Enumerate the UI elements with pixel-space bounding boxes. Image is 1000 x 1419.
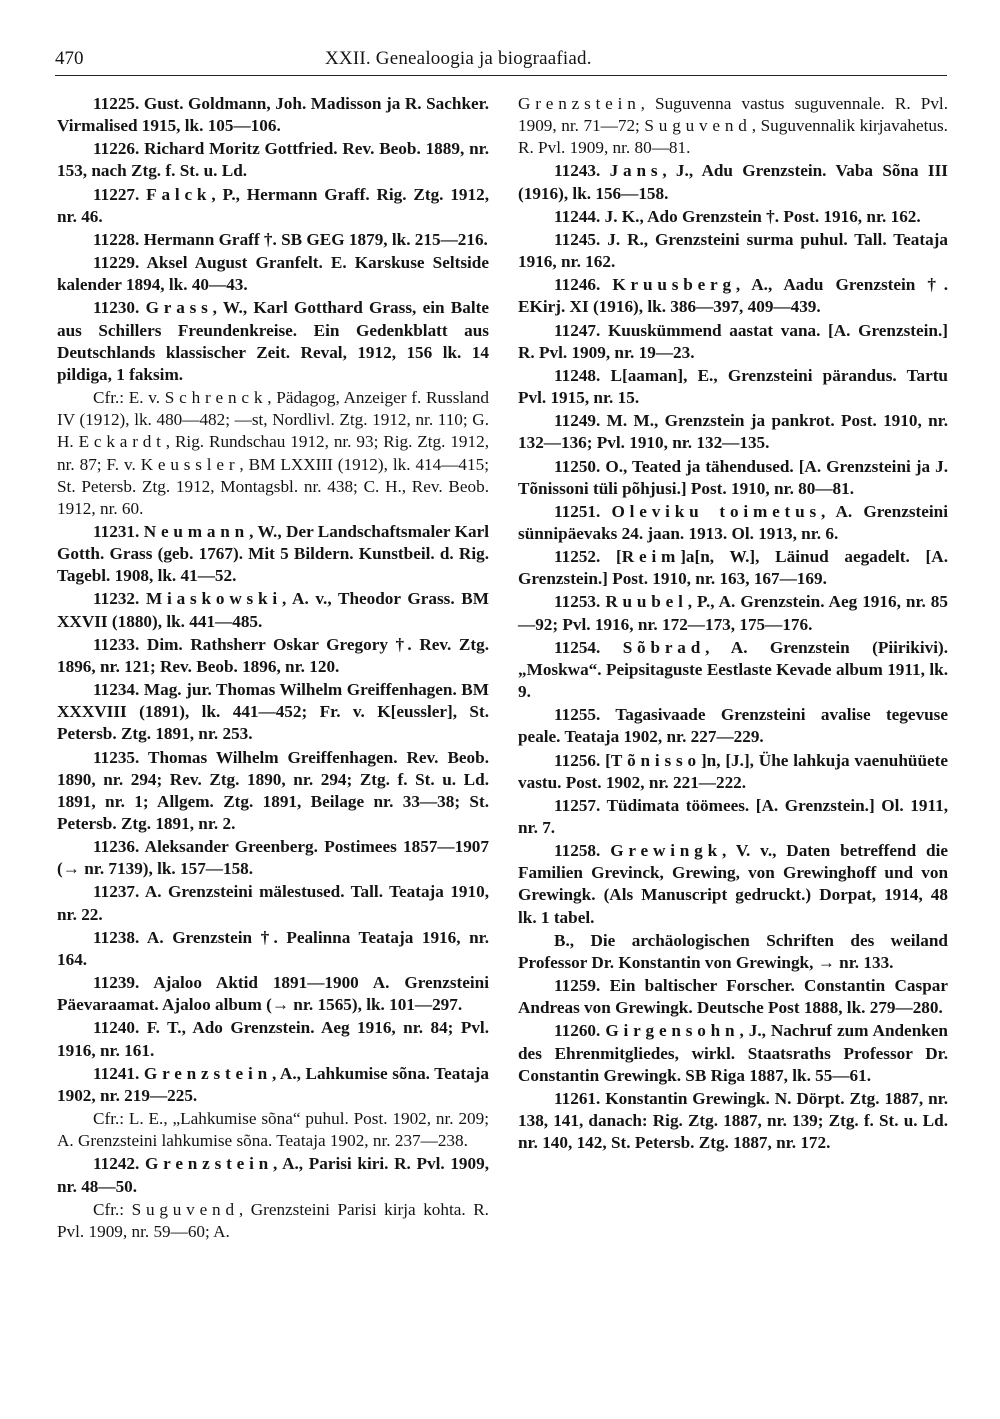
right-column: [518, 93, 948, 1155]
spaced-author-name: Neumann: [143, 521, 250, 541]
spaced-author-name: Keussler: [140, 454, 240, 474]
entry-text: 11254.: [554, 637, 623, 657]
bibliography-entry: [518, 320, 948, 364]
entry-text: , Pädagog, Anzeiger f. Russland IV (1912), lk. 480—482; —st, Nordlivl. Ztg. 1912, nr. 110; G. H.: [57, 388, 489, 452]
entry-text: 11228. Hermann Graff †. SB GEG 1879, lk. 215—216.: [93, 229, 488, 249]
bibliography-entry: [518, 930, 948, 974]
spaced-author-name: Schrenck: [164, 388, 268, 408]
entry-text: , J., Adu Grenzstein. Vaba Sõna III (1916), lk. 156—158.: [518, 161, 948, 203]
spaced-author-name: Sõbrad: [622, 637, 706, 657]
bibliography-entry: [57, 184, 489, 228]
entry-text: 11233. Dim. Rathsherr Oskar Gregory †. Rev. Ztg. 1896, nr. 121; Rev. Beob. 1896, nr. 120.: [57, 634, 489, 676]
entry-text: , J., Nachruf zum Andenken des Ehrenmitgliedes, wirkl. Staatsraths Professor Dr. Constantin Grewingk. SB Riga 1887, lk. 55—61.: [518, 1021, 948, 1085]
entry-text: 11230.: [93, 298, 146, 318]
entry-text: ]n, [J.], Ühe lahkuja vaenuhüüete vastu. Post. 1902, nr. 221—222.: [518, 750, 948, 792]
bibliography-entry: [518, 1020, 948, 1086]
spaced-author-name: Grenzstein: [143, 1063, 272, 1083]
entry-text: , Grenzsteini Parisi kirja kohta. R. Pvl. 1909, nr. 59—60; A.: [57, 1199, 489, 1241]
bibliography-entry: [518, 160, 948, 204]
entry-text: Cfr.: E. v.: [93, 388, 165, 408]
spaced-author-name: Grass: [145, 298, 213, 318]
bibliography-entry: [518, 206, 948, 228]
spaced-author-name: Reim: [621, 547, 681, 567]
bibliography-entry: [518, 410, 948, 454]
entry-text: , V. v., Daten betreffend die Familien Grevinck, Grewing, von Grewinghoff und von Grewingk. (Als Manuscript gedruckt.) Dorpat, 1914, 48 lk. 1 tabel.: [518, 841, 948, 927]
spaced-author-name: Falck: [146, 184, 212, 204]
entry-text: 11232.: [93, 589, 146, 609]
bibliography-entry: [518, 637, 948, 703]
entry-text: 11257. Tüdimata töömees. [A. Grenzstein.] Ol. 1911, nr. 7.: [518, 795, 948, 837]
bibliography-entry: [57, 1017, 489, 1061]
spaced-author-name: Grenzstein: [518, 94, 641, 113]
entry-text: , P., Hermann Graff. Rig. Ztg. 1912, nr. 46.: [57, 184, 489, 226]
bibliography-entry: [57, 588, 489, 632]
spaced-author-name: Tõnisso: [610, 750, 701, 770]
entry-text: 11252. [: [554, 547, 622, 567]
bibliography-entry: [57, 1063, 489, 1107]
entry-text: , W., Karl Gotthard Grass, ein Balte aus Schillers Freundenkreise. Ein Gedenkblatt aus Deutschlands klassischer Zeit. Reval, 1912, 156 lk. 14 pildiga, 1 faksim.: [57, 298, 489, 384]
entry-text: 11253.: [554, 592, 606, 612]
entry-text: 11234. Mag. jur. Thomas Wilhelm Greiffenhagen. BM XXXVIII (1891), lk. 441—452; Fr. v. K[eussler], St. Petersb. Ztg. 1891, nr. 253.: [57, 680, 489, 744]
header-rule: [55, 75, 947, 76]
entry-text: , A., Aadu Grenzstein †. EKirj. XI (1916), lk. 386—397, 409—439.: [518, 275, 948, 317]
entry-text: Cfr.: L. E., „Lahkumise sõna“ puhul. Post. 1902, nr. 209; A. Grenzsteini lahkumise sõna. Teataja 1902, nr. 237—238.: [57, 1109, 489, 1151]
bibliography-entry: [518, 750, 948, 794]
bibliography-entry: [518, 840, 948, 929]
bibliography-entry: [518, 1088, 948, 1154]
entry-text: 11227.: [93, 184, 147, 204]
spaced-author-name: Suguvend: [131, 1199, 239, 1219]
bibliography-entry: [518, 274, 948, 318]
entry-text: 11255. Tagasivaade Grenzsteini avalise tegevuse peale. Teataja 1902, nr. 227—229.: [518, 705, 948, 747]
bibliography-entry: [518, 456, 948, 500]
entry-text: 11248. L[aaman], E., Grenzsteini pärandus. Tartu Pvl. 1915, nr. 15.: [518, 365, 948, 408]
bibliography-entry: [518, 704, 948, 748]
page-number: 470: [55, 48, 84, 69]
bibliography-entry: [57, 297, 489, 386]
entry-text: , A. Grenzstein (Piirikivi). „Moskwa“. Peipsitaguste Eestlaste Kevade album 1911, lk. 9.: [518, 637, 948, 702]
spaced-author-name: Girgensohn: [605, 1021, 740, 1041]
cross-reference: [57, 387, 489, 520]
bibliography-entry: [57, 252, 489, 296]
bibliography-entry: [57, 634, 489, 678]
entry-text: , P., A. Grenzstein. Aeg 1916, nr. 85—92; Pvl. 1916, nr. 172—173, 175—176.: [518, 592, 948, 634]
bibliography-entry: [57, 927, 489, 971]
bibliography-entry: [57, 972, 489, 1016]
entry-text: 11245. J. R., Grenzsteini surma puhul. Tall. Teataja 1916, nr. 162.: [518, 229, 948, 272]
spaced-author-name: Eckardt: [78, 432, 166, 452]
entry-text: 11238. A. Grenzstein †. Pealinna Teataja 1916, nr. 164.: [57, 927, 489, 969]
entry-text: 11247. Kuuskümmend aastat vana. [A. Grenzstein.] R. Pvl. 1909, nr. 19—23.: [518, 320, 948, 362]
bibliography-entry: [518, 229, 948, 273]
entry-text: 11260.: [554, 1021, 606, 1041]
bibliography-entry: [57, 521, 489, 587]
entry-text: 11259. Ein baltischer Forscher. Constantin Caspar Andreas von Grewingk. Deutsche Post 1888, lk. 279—280.: [518, 976, 948, 1018]
entry-text: , Suguvennalik kirjavahetus. R. Pvl. 1909, nr. 80—81.: [518, 116, 948, 158]
cross-reference: [57, 1199, 489, 1243]
entry-text: Cfr.:: [93, 1199, 132, 1219]
entry-text: 11242.: [93, 1154, 145, 1174]
entry-text: , Rig. Rundschau 1912, nr. 93; Rig. Ztg. 1912, nr. 87; F. v.: [57, 432, 489, 474]
entry-text: 11236. Aleksander Greenberg. Postimees 1857—1907 (→ nr. 7139), lk. 157—158.: [57, 837, 489, 879]
running-title: XXII. Genealoogia ja biograafiad.: [325, 48, 592, 69]
entry-text: 11256. [: [554, 750, 611, 770]
spaced-author-name: Grenzstein: [145, 1154, 274, 1174]
entry-text: 11251.: [554, 501, 612, 521]
bibliography-entry: [57, 836, 489, 880]
entry-text: 11240. F. T., Ado Grenzstein. Aeg 1916, nr. 84; Pvl. 1916, nr. 161.: [57, 1018, 489, 1060]
entry-text: , BM LXXIII (1912), lk. 414—415; St. Petersb. Ztg. 1912, Montagsbl. nr. 438; C. H., Rev. Beob. 1912, nr. 60.: [57, 454, 489, 518]
entry-text: 11229. Aksel August Granfelt. E. Karskuse Seltside kalender 1894, lk. 40—43.: [57, 253, 489, 295]
cross-reference: [518, 93, 948, 159]
entry-text: , A. v., Theodor Grass. BM XXVII (1880), lk. 441—485.: [57, 589, 489, 631]
entry-text: , W., Der Landschaftsmaler Karl Gotth. Grass (geb. 1767). Mit 5 Bildern. Kunstbeil. d. Rig. Tagebl. 1908, lk. 41—52.: [57, 521, 489, 586]
entry-text: , A., Lahkumise sõna. Teataja 1902, nr. 219—225.: [57, 1063, 489, 1105]
entry-text: 11237. A. Grenzsteini mälestused. Tall. Teataja 1910, nr. 22.: [57, 882, 489, 924]
cross-reference: [57, 1108, 489, 1152]
bibliography-entry: [57, 1153, 489, 1197]
entry-text: 11231.: [93, 521, 144, 541]
entry-text: 11244. J. K., Ado Grenzstein †. Post. 1916, nr. 162.: [554, 206, 921, 226]
entry-text: 11225. Gust. Goldmann, Joh. Madisson ja R. Sachker. Virmalised 1915, lk. 105—106.: [57, 94, 489, 136]
bibliography-entry: [57, 747, 489, 836]
entry-text: , A., Parisi kiri. R. Pvl. 1909, nr. 48—50.: [57, 1154, 489, 1196]
bibliography-entry: [518, 591, 948, 635]
entry-text: 11241.: [93, 1063, 144, 1083]
spaced-author-name: Grewingk: [610, 841, 722, 861]
entry-text: B., Die archäologischen Schriften des weiland Professor Dr. Konstantin von Grewingk, → nr. 133.: [518, 930, 948, 972]
spaced-author-name: Ruubel: [605, 592, 688, 612]
entry-text: , A. Grenzsteini sünnipäevaks 24. jaan. 1913. Ol. 1913, nr. 6.: [518, 501, 948, 543]
entry-text: 11226. Richard Moritz Gottfried. Rev. Beob. 1889, nr. 153, nach Ztg. f. St. u. Ld.: [57, 139, 489, 181]
entry-text: 11261. Konstantin Grewingk. N. Dörpt. Ztg. 1887, nr. 138, 141, danach: Rig. Ztg. 1887, nr. 139; Ztg. f. St. u. Ld. nr. 140, 142, St. Petersb. Ztg. 1887, nr. 172.: [518, 1088, 948, 1153]
bibliography-entry: [57, 93, 489, 137]
bibliography-entry: [57, 229, 489, 251]
bibliography-entry: [518, 365, 948, 409]
spaced-author-name: Jans: [609, 161, 663, 181]
spaced-author-name: Miaskowski: [145, 589, 283, 609]
entry-text: 11243.: [554, 161, 610, 181]
bibliography-entry: [57, 138, 489, 182]
page-header: [55, 44, 947, 74]
entry-text: 11258.: [554, 841, 611, 861]
entry-text: 11249. M. M., Grenzstein ja pankrot. Post. 1910, nr. 132—136; Pvl. 1910, nr. 132—135.: [518, 411, 948, 453]
entry-text: 11235. Thomas Wilhelm Greiffenhagen. Rev. Beob. 1890, nr. 294; Rev. Ztg. 1890, nr. 294; Ztg. f. St. u. Ld. 1891, nr. 1; Allgem. Ztg. 1891, Beilage nr. 33—38; St. Petersb. Ztg. 1891, nr. 2.: [57, 747, 489, 833]
entry-text: 11250. O., Teated ja tähendused. [A. Grenzsteini ja J. Tõnissoni tüli põhjusi.] Post. 1910, nr. 80—81.: [518, 456, 948, 498]
spaced-author-name: Kruusberg: [612, 275, 736, 295]
bibliography-entry: [57, 881, 489, 925]
spaced-author-name: Oleviku toimetus: [611, 501, 821, 521]
entry-text: ]a[n, W.], Läinud aegadelt. [A. Grenzstein.] Post. 1910, nr. 163, 167—169.: [518, 547, 948, 589]
spaced-author-name: Suguvend: [644, 116, 752, 136]
entry-text: , Suguvenna vastus suguvennale. R. Pvl. 1909, nr. 71—72;: [518, 94, 948, 136]
bibliography-entry: [518, 546, 948, 590]
left-column: [57, 93, 489, 1244]
bibliography-entry: [518, 501, 948, 545]
entry-text: 11246.: [554, 275, 613, 295]
bibliography-entry: [57, 679, 489, 745]
bibliography-entry: [518, 795, 948, 839]
bibliography-entry: [518, 975, 948, 1019]
entry-text: 11239. Ajaloo Aktid 1891—1900 A. Grenzsteini Päevaraamat. Ajaloo album (→ nr. 1565), lk. 101—297.: [57, 973, 489, 1015]
